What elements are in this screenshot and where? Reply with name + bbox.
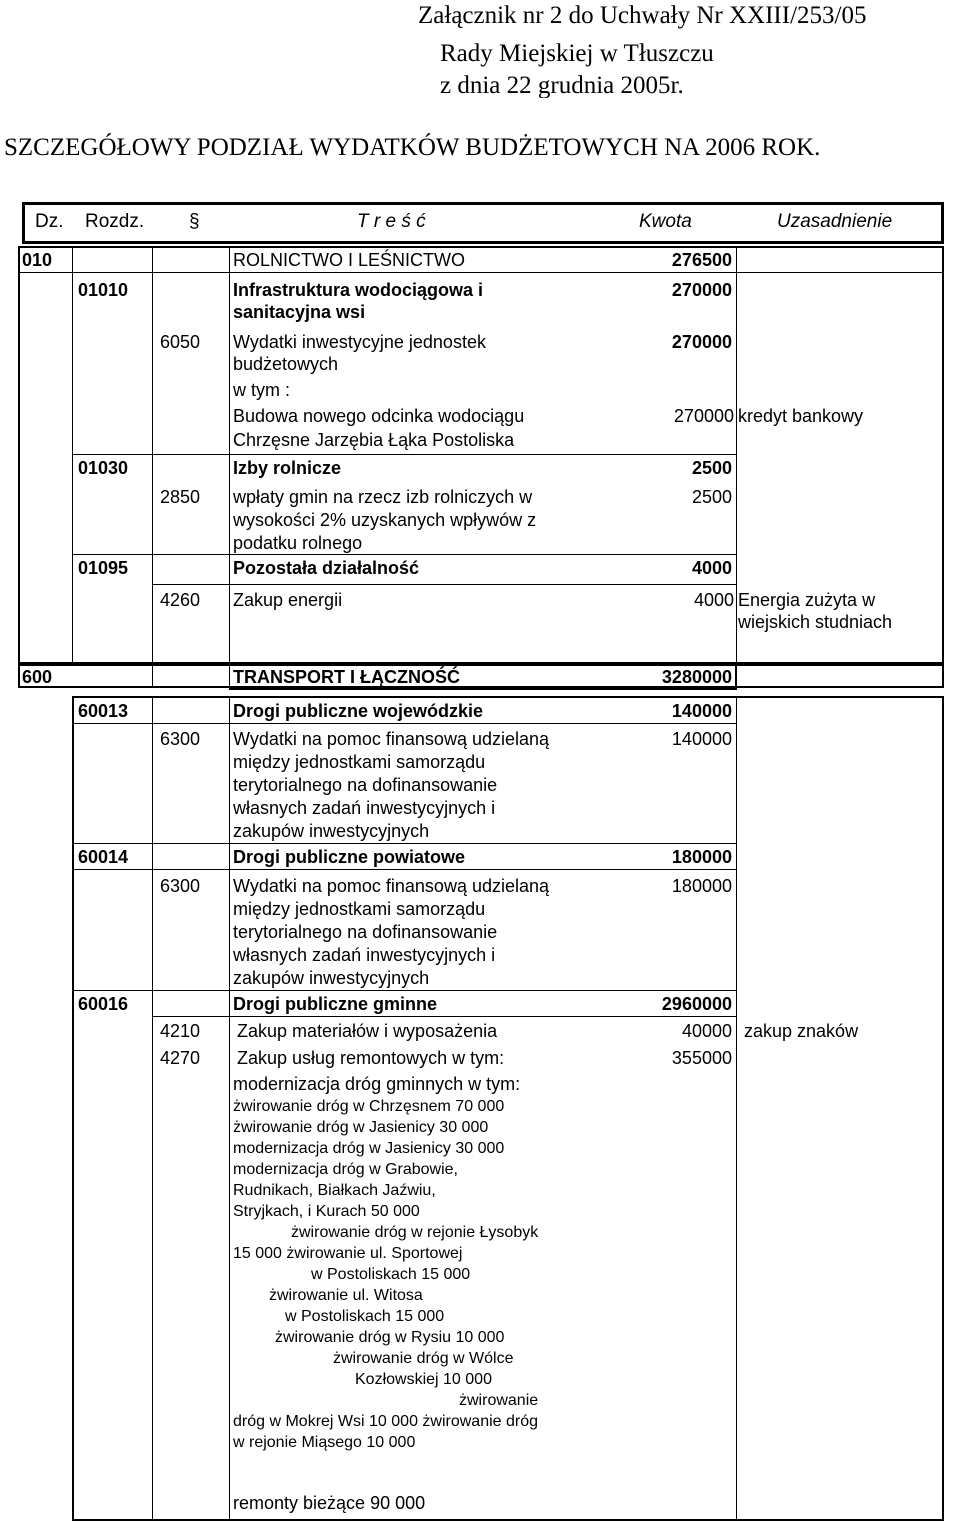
divider [152,664,153,688]
col-kwota: Kwota [639,211,692,232]
paragraph-line: Wydatki na pomoc finansową udzielaną [233,729,550,749]
chapter-code: 60014 [78,847,129,867]
divider [736,697,737,1520]
chapter-amount: 270000 [671,280,732,300]
detail-line: Stryjkach, i Kurach 50 000 [233,1203,420,1220]
paragraph-amount: 40000 [681,1021,732,1041]
col-paragraph: § [189,211,200,232]
detail-line: żwirowanie ul. Witosa [269,1287,423,1304]
chapter-amount: 180000 [671,847,732,867]
paragraph-amount: 355000 [671,1048,732,1068]
detail-line: żwirowanie dróg w Chrzęsnem 70 000 [233,1098,505,1115]
chapter-name: Drogi publiczne wojewódzkie [233,701,484,721]
chapter-amount: 4000 [691,558,732,578]
detail-line: żwirowanie dróg w Wólce [333,1350,514,1367]
chapter-code: 01095 [78,558,129,578]
divider [152,1016,736,1017]
section-amount: 3280000 [661,667,732,687]
detail-footer: remonty bieżące 90 000 [233,1493,426,1513]
detail-heading: modernizacja dróg gminnych w tym: [233,1074,521,1094]
paragraph-code: 4260 [160,590,201,610]
paragraph-line: między jednostkami samorządu [233,899,486,919]
item-name-cont: Chrzęsne Jarzębia Łąka Postoliska [233,430,515,450]
paragraph-code: 6300 [160,876,201,896]
paragraph-code: 6050 [160,332,201,352]
divider [18,272,942,273]
paragraph-name-cont: podatku rolnego [233,533,363,553]
paragraph-line: własnych zadań inwestycyjnych i [233,798,496,818]
divider [72,843,736,844]
chapter-amount: 2500 [691,458,732,478]
detail-line: żwirowanie dróg w rejonie Łysobyk [291,1224,539,1241]
detail-line: modernizacja dróg w Grabowie, [233,1161,458,1178]
in-which-label: w tym : [233,380,290,400]
col-rozdz: Rozdz. [85,211,145,232]
divider [72,869,736,870]
item-note: kredyt bankowy [738,406,864,426]
divider [72,990,736,991]
paragraph-line: terytorialnego na dofinansowanie [233,775,498,795]
attachment-line-1: Załącznik nr 2 do Uchwały Nr XXIII/253/05 [418,2,867,29]
divider [72,554,736,555]
divider [152,584,736,585]
chapter-amount: 2960000 [661,994,732,1014]
detail-line: w Postoliskach 15 000 [285,1308,445,1325]
paragraph-name-cont: budżetowych [233,354,339,374]
paragraph-amount: 2500 [691,487,732,507]
paragraph-line: własnych zadań inwestycyjnych i [233,945,496,965]
section-code: 010 [22,250,53,270]
paragraph-amount: 4000 [693,590,734,610]
divider [152,697,153,723]
paragraph-code: 6300 [160,729,201,749]
document-title: SZCZEGÓŁOWY PODZIAŁ WYDATKÓW BUDŻETOWYCH NA 2006 ROK. [4,134,821,161]
chapter-code: 60013 [78,701,129,721]
col-tresc: T r e ś ć [357,211,426,232]
chapter-code: 01010 [78,280,129,300]
detail-line: Rudnikach, Białkach Jaźwiu, [233,1182,436,1199]
attachment-line-2: Rady Miejskiej w Tłuszczu [440,40,714,67]
divider [736,247,737,663]
chapter-name: Drogi publiczne gminne [233,994,438,1014]
detail-list [233,1096,538,1453]
detail-line: Kozłowskiej 10 000 [355,1371,492,1388]
item-note-cont: wiejskich studniach [738,612,893,632]
item-amount: 270000 [673,406,734,426]
detail-line: 15 000 żwirowanie ul. Sportowej [233,1245,463,1262]
detail-line: żwirowanie dróg w Rysiu 10 000 [275,1329,505,1346]
section-name: ROLNICTWO I LEŚNICTWO [233,250,466,270]
paragraph-name: Zakup energii [233,590,343,610]
paragraph-code: 4210 [160,1021,201,1041]
item-note: zakup znaków [744,1021,859,1041]
chapter-name-cont: sanitacyjna wsi [233,302,366,322]
chapter-amount: 140000 [671,701,732,721]
divider [229,697,230,1520]
paragraph-amount: 180000 [671,876,732,896]
column-header-row [22,202,944,244]
paragraph-name: Zakup materiałów i wyposażenia [237,1021,498,1041]
paragraph-name: wpłaty gmin na rzecz izb rolniczych w [233,487,533,507]
section-code: 600 [22,667,53,687]
paragraph-line: Wydatki na pomoc finansową udzielaną [233,876,550,896]
detail-line: dróg w Mokrej Wsi 10 000 żwirowanie dróg [233,1413,539,1430]
paragraph-code: 2850 [160,487,201,507]
chapter-name: Drogi publiczne powiatowe [233,847,466,867]
chapter-name: Pozostała działalność [233,558,420,578]
divider [152,247,153,272]
chapter-code: 60016 [78,994,129,1014]
chapter-code: 01030 [78,458,129,478]
paragraph-code: 4270 [160,1048,201,1068]
divider [72,723,736,724]
paragraph-line: zakupów inwestycyjnych [233,821,430,841]
paragraph-line: zakupów inwestycyjnych [233,968,430,988]
section-name: TRANSPORT I ŁĄCZNOŚĆ [233,667,460,687]
divider [152,272,153,663]
chapter-name: Izby rolnicze [233,458,342,478]
paragraph-name: Wydatki inwestycyjne jednostek [233,332,486,352]
divider [72,247,73,663]
chapter-name: Infrastruktura wodociągowa i [233,280,484,300]
paragraph-name-cont: wysokości 2% uzyskanych wpływów z [233,510,537,530]
detail-line: modernizacja dróg w Jasienicy 30 000 [233,1140,505,1157]
detail-line: w Postoliskach 15 000 [311,1266,471,1283]
paragraph-amount: 270000 [671,332,732,352]
item-note: Energia zużyta w [738,590,876,610]
section-amount: 276500 [671,250,732,270]
paragraph-line: między jednostkami samorządu [233,752,486,772]
detail-line: w rejonie Miąsego 10 000 [233,1434,416,1451]
col-dz: Dz. [35,211,64,232]
divider [229,247,230,663]
paragraph-amount: 140000 [671,729,732,749]
divider [72,454,736,455]
item-name: Budowa nowego odcinka wodociągu [233,406,525,426]
col-uzasadnienie: Uzasadnienie [777,211,893,232]
paragraph-name: Zakup usług remontowych w tym: [237,1048,505,1068]
detail-line: żwirowanie [459,1392,539,1409]
attachment-line-3: z dnia 22 grudnia 2005r. [440,72,684,98]
detail-line: żwirowanie dróg w Jasienicy 30 000 [233,1119,489,1136]
paragraph-line: terytorialnego na dofinansowanie [233,922,498,942]
